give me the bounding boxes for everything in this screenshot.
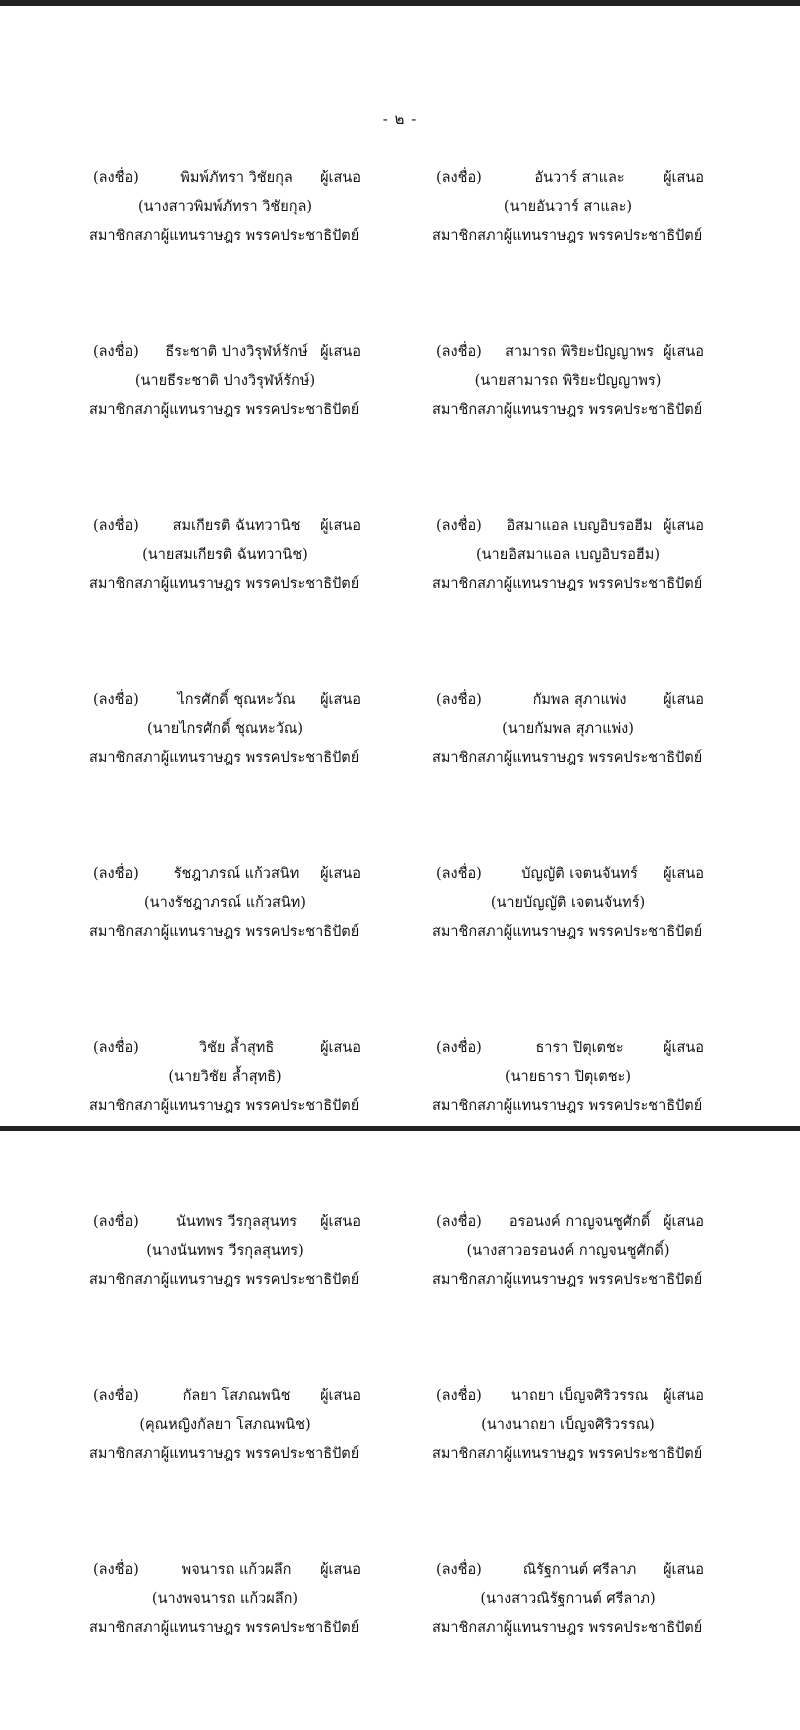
signature-entry xyxy=(75,1208,375,1382)
signature-entry xyxy=(75,860,375,1034)
full-name: (นางนาถยา เบ็ญจศิริวรรณ) xyxy=(481,1417,655,1433)
signature-label: (ลงชื่อ) xyxy=(436,1040,482,1056)
member-position: สมาชิกสภาผู้แทนราษฎร พรรคประชาธิปัตย์ xyxy=(89,750,360,766)
signature-entry xyxy=(75,686,375,860)
full-name: (นางนันทพร วีรกุลสุนทร) xyxy=(146,1243,304,1259)
member-position: สมาชิกสภาผู้แทนราษฎร พรรคประชาธิปัตย์ xyxy=(432,402,703,418)
full-name: (นางสาวพิมพ์ภัทรา วิชัยกุล) xyxy=(137,199,313,215)
proposer-role: ผู้เสนอ xyxy=(663,518,704,534)
signature-line xyxy=(75,1034,375,1063)
signature-entry xyxy=(418,860,718,1034)
signature-name: บัญญัติ เจตนจันทร์ xyxy=(521,866,638,882)
signature-entry xyxy=(418,1034,718,1208)
full-name: (นายสามารถ พิริยะปัญญาพร) xyxy=(474,373,662,389)
proposer-role: ผู้เสนอ xyxy=(663,1388,704,1404)
member-position: สมาชิกสภาผู้แทนราษฎร พรรคประชาธิปัตย์ xyxy=(432,1620,703,1636)
proposer-role: ผู้เสนอ xyxy=(663,344,704,360)
signature-entry xyxy=(75,1034,375,1208)
signature-line xyxy=(75,860,375,889)
signature-name: ธีระชาติ ปางวิรุฬห์รักษ์ xyxy=(165,344,308,360)
signature-line xyxy=(418,338,718,367)
signature-label: (ลงชื่อ) xyxy=(436,518,482,534)
signature-line xyxy=(418,512,718,541)
signature-line xyxy=(75,338,375,367)
signature-line xyxy=(75,512,375,541)
signature-label: (ลงชื่อ) xyxy=(436,344,482,360)
signature-entry xyxy=(418,1556,718,1730)
proposer-role: ผู้เสนอ xyxy=(663,866,704,882)
signature-label: (ลงชื่อ) xyxy=(93,866,139,882)
signature-label: (ลงชื่อ) xyxy=(93,1040,139,1056)
proposer-role: ผู้เสนอ xyxy=(320,1388,361,1404)
full-name: (นางสาวอรอนงค์ กาญจนชูศักดิ์) xyxy=(466,1243,670,1259)
signature-label: (ลงชื่อ) xyxy=(436,1562,482,1578)
signature-line xyxy=(418,1556,718,1585)
proposer-role: ผู้เสนอ xyxy=(663,170,704,186)
member-position: สมาชิกสภาผู้แทนราษฎร พรรคประชาธิปัตย์ xyxy=(89,402,360,418)
signature-column-right xyxy=(418,164,718,1730)
signature-label: (ลงชื่อ) xyxy=(93,170,139,186)
member-position: สมาชิกสภาผู้แทนราษฎร พรรคประชาธิปัตย์ xyxy=(89,576,360,592)
signature-name: วิชัย ล้ำสุทธิ xyxy=(198,1040,275,1056)
member-position: สมาชิกสภาผู้แทนราษฎร พรรคประชาธิปัตย์ xyxy=(89,1446,360,1462)
member-position: สมาชิกสภาผู้แทนราษฎร พรรคประชาธิปัตย์ xyxy=(432,228,703,244)
signature-name: นาถยา เบ็ญจศิริวรรณ xyxy=(510,1388,649,1404)
signature-line xyxy=(418,860,718,889)
signature-entry xyxy=(75,164,375,338)
signature-name: อิสมาแอล เบญอิบรอฮีม xyxy=(506,518,653,534)
member-position: สมาชิกสภาผู้แทนราษฎร พรรคประชาธิปัตย์ xyxy=(89,924,360,940)
signature-name: พิมพ์ภัทรา วิชัยกุล xyxy=(180,170,293,186)
proposer-role: ผู้เสนอ xyxy=(320,518,361,534)
proposer-role: ผู้เสนอ xyxy=(320,1562,361,1578)
signature-label: (ลงชื่อ) xyxy=(436,1214,482,1230)
scan-edge-bottom xyxy=(0,1126,800,1131)
signature-label: (ลงชื่อ) xyxy=(436,170,482,186)
signature-label: (ลงชื่อ) xyxy=(93,344,139,360)
signature-entry xyxy=(418,164,718,338)
proposer-role: ผู้เสนอ xyxy=(320,866,361,882)
signature-line xyxy=(418,164,718,193)
full-name: (คุณหญิงกัลยา โสภณพนิช) xyxy=(139,1417,311,1433)
member-position: สมาชิกสภาผู้แทนราษฎร พรรคประชาธิปัตย์ xyxy=(89,1272,360,1288)
signature-name: ไกรศักดิ์ ชุณหะวัณ xyxy=(177,692,296,708)
member-position: สมาชิกสภาผู้แทนราษฎร พรรคประชาธิปัตย์ xyxy=(432,576,703,592)
full-name: (นายบัญญัติ เจตนจันทร์) xyxy=(490,895,646,911)
signature-entry xyxy=(418,512,718,686)
member-position: สมาชิกสภาผู้แทนราษฎร พรรคประชาธิปัตย์ xyxy=(432,1098,703,1114)
signature-entry xyxy=(418,686,718,860)
signature-line xyxy=(418,1034,718,1063)
signature-label: (ลงชื่อ) xyxy=(93,1388,139,1404)
member-position: สมาชิกสภาผู้แทนราษฎร พรรคประชาธิปัตย์ xyxy=(432,1446,703,1462)
proposer-role: ผู้เสนอ xyxy=(320,692,361,708)
signature-name: นันทพร วีรกุลสุนทร xyxy=(176,1214,298,1230)
signature-label: (ลงชื่อ) xyxy=(93,692,139,708)
member-position: สมาชิกสภาผู้แทนราษฎร พรรคประชาธิปัตย์ xyxy=(432,1272,703,1288)
signature-name: กัลยา โสภณพนิช xyxy=(182,1388,291,1404)
signature-label: (ลงชื่อ) xyxy=(436,692,482,708)
signature-column-left xyxy=(75,164,375,1730)
member-position: สมาชิกสภาผู้แทนราษฎร พรรคประชาธิปัตย์ xyxy=(89,228,360,244)
full-name: (นายไกรศักดิ์ ชุณหะวัณ) xyxy=(147,721,303,737)
full-name: (นางรัชฎาภรณ์ แก้วสนิท) xyxy=(144,895,306,911)
signature-line xyxy=(418,1382,718,1411)
signature-line xyxy=(75,1556,375,1585)
signature-line xyxy=(418,1208,718,1237)
signature-name: กัมพล สุภาแพ่ง xyxy=(532,692,627,708)
signature-name: สมเกียรติ ฉันทวานิช xyxy=(172,518,301,534)
full-name: (นางพจนารถ แก้วผลึก) xyxy=(151,1591,299,1607)
signature-label: (ลงชื่อ) xyxy=(93,1214,139,1230)
page-number: - ๒ - xyxy=(382,110,418,128)
full-name: (นางสาวณิรัฐกานต์ ศรีลาภ) xyxy=(480,1591,656,1607)
member-position: สมาชิกสภาผู้แทนราษฎร พรรคประชาธิปัตย์ xyxy=(432,750,703,766)
signature-entry xyxy=(75,512,375,686)
full-name: (นายกัมพล สุภาแพ่ง) xyxy=(502,721,634,737)
proposer-role: ผู้เสนอ xyxy=(320,170,361,186)
signature-name: รัชฎาภรณ์ แก้วสนิท xyxy=(173,866,300,882)
proposer-role: ผู้เสนอ xyxy=(320,344,361,360)
signature-line xyxy=(75,1382,375,1411)
full-name: (นายธีระชาติ ปางวิรุฬห์รักษ์) xyxy=(134,373,316,389)
signature-name: อันวาร์ สาและ xyxy=(534,170,625,186)
signature-label: (ลงชื่อ) xyxy=(436,866,482,882)
signature-name: สามารถ พิริยะปัญญาพร xyxy=(505,344,654,360)
signature-entry xyxy=(418,1208,718,1382)
proposer-role: ผู้เสนอ xyxy=(320,1040,361,1056)
proposer-role: ผู้เสนอ xyxy=(320,1214,361,1230)
full-name: (นายอันวาร์ สาและ) xyxy=(503,199,633,215)
signature-line xyxy=(75,1208,375,1237)
signature-label: (ลงชื่อ) xyxy=(93,1562,139,1578)
member-position: สมาชิกสภาผู้แทนราษฎร พรรคประชาธิปัตย์ xyxy=(89,1098,360,1114)
full-name: (นายวิชัย ล้ำสุทธิ) xyxy=(168,1069,282,1085)
signature-line xyxy=(75,686,375,715)
signature-name: ณิรัฐกานต์ ศรีลาภ xyxy=(522,1562,637,1578)
signature-entry xyxy=(75,338,375,512)
signature-line xyxy=(418,686,718,715)
signature-name: พจนารถ แก้วผลึก xyxy=(181,1562,292,1578)
signature-label: (ลงชื่อ) xyxy=(436,1388,482,1404)
signature-entry xyxy=(418,338,718,512)
signature-name: ธารา ปิตุเตชะ xyxy=(535,1040,624,1056)
signature-line xyxy=(75,164,375,193)
member-position: สมาชิกสภาผู้แทนราษฎร พรรคประชาธิปัตย์ xyxy=(89,1620,360,1636)
signature-entry xyxy=(75,1556,375,1730)
scan-edge-top xyxy=(0,0,800,6)
proposer-role: ผู้เสนอ xyxy=(663,1040,704,1056)
proposer-role: ผู้เสนอ xyxy=(663,692,704,708)
signature-entry xyxy=(418,1382,718,1556)
proposer-role: ผู้เสนอ xyxy=(663,1562,704,1578)
proposer-role: ผู้เสนอ xyxy=(663,1214,704,1230)
signature-name: อรอนงค์ กาญจนชูศักดิ์ xyxy=(508,1214,651,1230)
full-name: (นายอิสมาแอล เบญอิบรอฮีม) xyxy=(475,547,660,563)
signature-label: (ลงชื่อ) xyxy=(93,518,139,534)
full-name: (นายสมเกียรติ ฉันทวานิช) xyxy=(142,547,308,563)
full-name: (นายธารา ปิตุเตชะ) xyxy=(504,1069,632,1085)
signature-entry xyxy=(75,1382,375,1556)
member-position: สมาชิกสภาผู้แทนราษฎร พรรคประชาธิปัตย์ xyxy=(432,924,703,940)
